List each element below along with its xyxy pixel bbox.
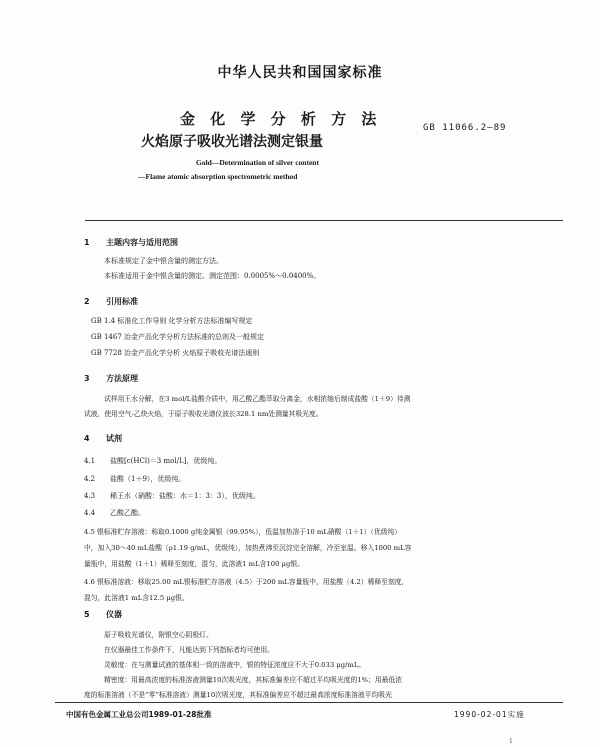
document-subtitle-chinese: 火焰原子吸收光谱法测定银量 (141, 134, 323, 150)
reagent-text: 稀王水（硝酸：盐酸：水＝1：3：3），优级纯。 (110, 492, 260, 500)
section-5-line-4: 精密度：用最高浓度的标准溶液测量10次吸光度，其标准偏差应不超过平均吸光度的1%；用最低浓 (104, 676, 403, 684)
document-title-english: Gold—Determination of silver content (196, 158, 319, 167)
reagent-item-4-1 (84, 456, 221, 466)
reagent-item-4-2 (84, 474, 185, 484)
reagent-4-6-line-1: 4.6 银标准溶液：移取25.00 mL银标准贮存溶液（4.5）于200 mL容量瓶中，用盐酸（4.2）稀释至刻度， (84, 578, 409, 586)
section-title: 试剂 (106, 434, 122, 443)
reagent-number: 4.3 (84, 492, 96, 500)
reagent-text: 盐酸[c(HCl)＝3 mol/L]，优级纯。 (110, 457, 222, 465)
section-1-paragraph-2: 本标准适用于金中银含量的测定。测定范围：0.0005%～0.0400%。 (104, 272, 321, 280)
section-number: 3 (84, 374, 90, 383)
section-5-line-3: 灵敏度：在与测量试液的基体相一致的溶液中，银的特征浓度应不大于0.033 μg/mL。 (104, 661, 366, 669)
header-divider (85, 220, 563, 221)
reference-item: GB 1.4 标准化工作导则 化学分析方法标准编写规定 (91, 317, 253, 325)
reference-item: GB 7728 冶金产品化学分析 火焰原子吸收光谱法通则 (91, 349, 260, 357)
document-subtitle-english: —Flame atomic absorption spectrometric method (138, 172, 298, 181)
reagent-item-4-3 (84, 491, 260, 501)
section-3-line-2: 试液，使用空气-乙炔火焰，于原子吸收光谱仪波长328.1 nm处测量其吸光度。 (84, 410, 323, 418)
reagent-4-5-line-2: 中，加入30～40 mL盐酸（ρ1.19 g/mL，优级纯），加热煮沸至沉淀完全溶解，冷至室温。移入1000 mL容 (84, 544, 412, 552)
standard-number: GB 11066.2—89 (423, 123, 507, 133)
reagent-4-6-line-2: 混匀，此溶液1 mL含12.5 μg银。 (84, 594, 189, 602)
reagent-4-5-line-1: 4.5 银标准贮存溶液：称取0.1000 g纯金属银（99.95%），低温加热溶于10 mL硝酸（1＋1）（优级纯） (84, 528, 402, 536)
section-5-heading (84, 609, 122, 620)
approval-statement: 中国有色金属工业总公司1989-01-28批准 (66, 710, 212, 719)
reagent-number: 4.2 (84, 475, 96, 483)
section-title: 引用标准 (106, 297, 138, 306)
document-title-chinese: 金 化 学 分 析 方 法 (180, 110, 382, 128)
section-3-line-1: 试样用王水分解，在3 mol/L盐酸介质中，用乙酸乙酯萃取分离金，水相浓缩后制成盐酸（1＋9）待测 (104, 395, 411, 403)
reagent-text: 乙酸乙酯。 (110, 509, 145, 517)
implementation-date: 1990-02-01实施 (454, 710, 525, 719)
footer-divider (55, 702, 563, 703)
section-1-heading (84, 237, 178, 248)
section-number: 4 (84, 434, 90, 443)
section-number: 1 (84, 238, 90, 247)
reagent-text: 盐酸（1＋9），优级纯。 (110, 475, 186, 483)
reagent-item-4-4 (84, 508, 145, 518)
reagent-number: 4.1 (84, 457, 96, 465)
section-3-heading (84, 373, 138, 384)
section-5-line-1: 原子吸收光谱仪，附银空心阴极灯。 (104, 631, 213, 639)
section-number: 5 (84, 610, 90, 619)
reagent-number: 4.4 (84, 509, 96, 517)
national-standard-title: 中华人民共和国国家标准 (217, 65, 383, 81)
page-mark: 1 (509, 738, 513, 745)
section-2-heading (84, 296, 138, 307)
reagent-4-5-line-3: 量瓶中，用盐酸（1＋1）稀释至刻度，混匀，此溶液1 mL含100 μg银。 (84, 560, 304, 568)
section-5-line-2: 在仪器最佳工作条件下，凡能达到下列指标者均可使用。 (104, 646, 274, 654)
section-4-heading (84, 433, 122, 444)
reference-item: GB 1467 冶金产品化学分析方法标准的总则及一般规定 (91, 333, 264, 341)
section-number: 2 (84, 297, 90, 306)
section-title: 方法原理 (106, 374, 138, 383)
section-title: 主题内容与适用范围 (106, 238, 178, 247)
section-5-line-5: 度的标准溶液（不是“零”标准溶液）测量10次吸光度，其标准偏差应不超过最高浓度标准溶液平均吸光 (84, 691, 392, 699)
section-title: 仪器 (106, 610, 122, 619)
section-1-paragraph-1: 本标准规定了金中银含量的测定方法。 (104, 257, 223, 265)
